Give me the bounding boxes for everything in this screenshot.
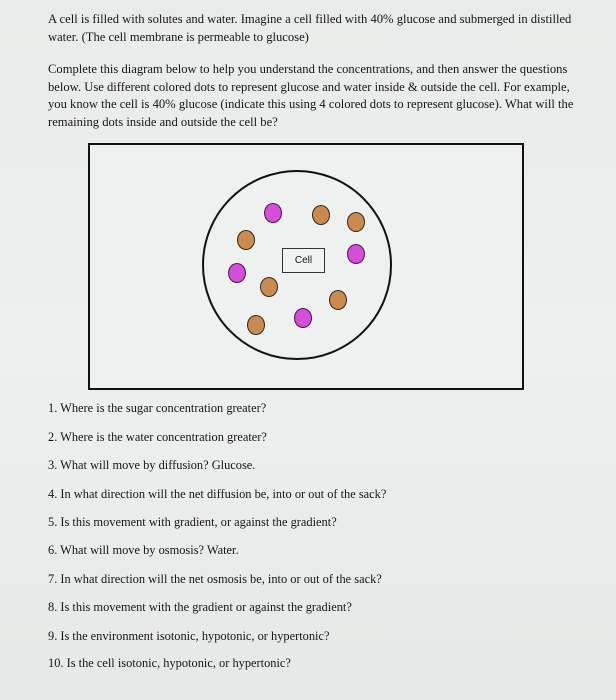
- question-1: 1. Where is the sugar concentration greater?: [48, 401, 267, 415]
- water-dot: [347, 212, 365, 232]
- glucose-dot: [294, 308, 312, 328]
- water-dot: [247, 315, 265, 335]
- cell-label: Cell: [282, 248, 325, 273]
- water-dot: [329, 290, 347, 310]
- question-3: 3. What will move by diffusion? Glucose.: [48, 458, 256, 472]
- question-10: 10. Is the cell isotonic, hypotonic, or hypertonic?: [48, 656, 291, 670]
- water-dot: [237, 230, 255, 250]
- question-7: 7. In what direction will the net osmosis be, into or out of the sack?: [48, 572, 382, 586]
- glucose-dot: [264, 203, 282, 223]
- question-2: 2. Where is the water concentration greater?: [48, 430, 267, 444]
- question-9: 9. Is the environment isotonic, hypotonic, or hypertonic?: [48, 629, 330, 643]
- question-8: 8. Is this movement with the gradient or against the gradient?: [48, 600, 352, 614]
- instructions-paragraph: Complete this diagram below to help you understand the concentrations, and then answer the questions below. Use different colored dots to represent glucose and water inside & outside the cell. For example, you know the cell is 40% glucose (indicate this using 4 colored dots to represent glucose). What will the remaining dots inside and outside the cell be?: [48, 62, 574, 129]
- question-5: 5. Is this movement with gradient, or against the gradient?: [48, 515, 337, 529]
- water-dot: [260, 277, 278, 297]
- question-4: 4. In what direction will the net diffusion be, into or out of the sack?: [48, 487, 387, 501]
- water-dot: [312, 205, 330, 225]
- intro-paragraph: A cell is filled with solutes and water. Imagine a cell filled with 40% glucose and submerged in distilled water. (The cell membrane is permeable to glucose): [48, 12, 572, 44]
- glucose-dot: [228, 263, 246, 283]
- question-6: 6. What will move by osmosis? Water.: [48, 543, 239, 557]
- glucose-dot: [347, 244, 365, 264]
